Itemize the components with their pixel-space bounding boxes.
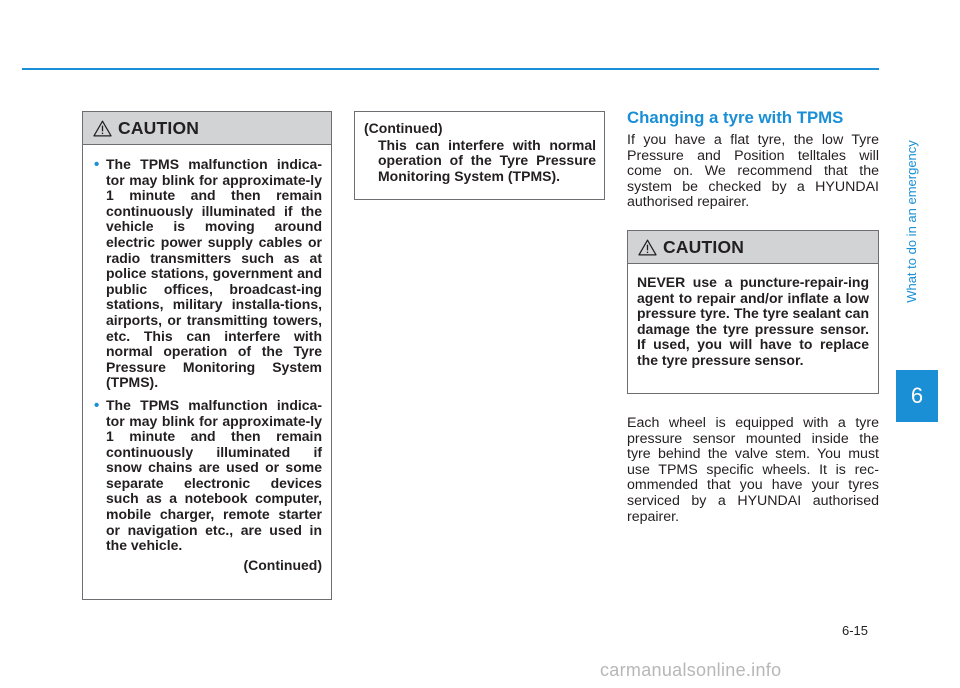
caution-box-tpms-malfunction	[82, 111, 332, 600]
caution-item-text: The TPMS malfunction indica-tor may blink for approximate-ly 1 minute and then remain continuously illuminated if snow chains are used or some separate electronic devices such as a notebook computer, mobile charger, remote starter or navigation etc., are used in the vehicle.	[106, 396, 322, 554]
caution-header	[83, 112, 331, 145]
watermark: carmanualsonline.info	[600, 660, 782, 680]
caution-continued-text: This can interfere with normal operation of the Tyre Pressure Monitoring System (TPMS).	[378, 136, 596, 184]
section-title: Changing a tyre with TPMS	[627, 108, 844, 127]
caution-header	[628, 231, 878, 264]
caution-box-sealant	[627, 230, 879, 394]
bullet-icon: •	[94, 396, 100, 414]
caution-body	[355, 112, 604, 184]
caution-box-continued	[354, 111, 605, 200]
continued-heading: (Continued)	[364, 120, 443, 136]
header-rule	[22, 68, 879, 70]
section-paragraph: Each wheel is equipped with a tyre pressure sensor mounted inside the tyre behind the valve stem. You must use TPMS specific wheels. It is rec-ommended that you have your tyres serviced by a HYUNDAI authorised repairer.	[627, 415, 879, 525]
chapter-side-label	[893, 80, 929, 362]
caution-item	[94, 157, 322, 391]
page-number: 6-15	[842, 623, 869, 638]
continued-label: (Continued)	[243, 556, 322, 573]
caution-title: CAUTION	[663, 236, 745, 257]
section-paragraph: If you have a flat tyre, the low Tyre Pressure and Position telltales will come on. We recommend that the system be checked by a HYUNDAI authorised repairer.	[627, 132, 879, 211]
chapter-tab: 6	[896, 370, 938, 422]
caution-title: CAUTION	[118, 117, 200, 138]
caution-item-text: The TPMS malfunction indica-tor may blink for approximate-ly 1 minute and then remain continuously illuminated if the vehicle is moving around electric power supply cables or radio transmitters such as at police stations, government and public offices, broadcast-ing stations, military installa-tions, airports, or transmitting towers, etc. This can interfere with normal operation of the Tyre Pressure Monitoring System (TPMS).	[106, 156, 322, 391]
bullet-icon: •	[94, 156, 100, 173]
chapter-title: What to do in an emergency	[903, 139, 919, 303]
caution-item	[94, 398, 322, 554]
warning-triangle-icon	[638, 239, 657, 256]
caution-body	[83, 145, 331, 573]
warning-triangle-icon	[93, 120, 112, 137]
caution-body: NEVER use a puncture-repair-ing agent to repair and/or inflate a low pressure tyre. The tyre sealant can damage the tyre pressure sensor. If used, you will have to replace the tyre pressure sensor.	[637, 274, 869, 368]
